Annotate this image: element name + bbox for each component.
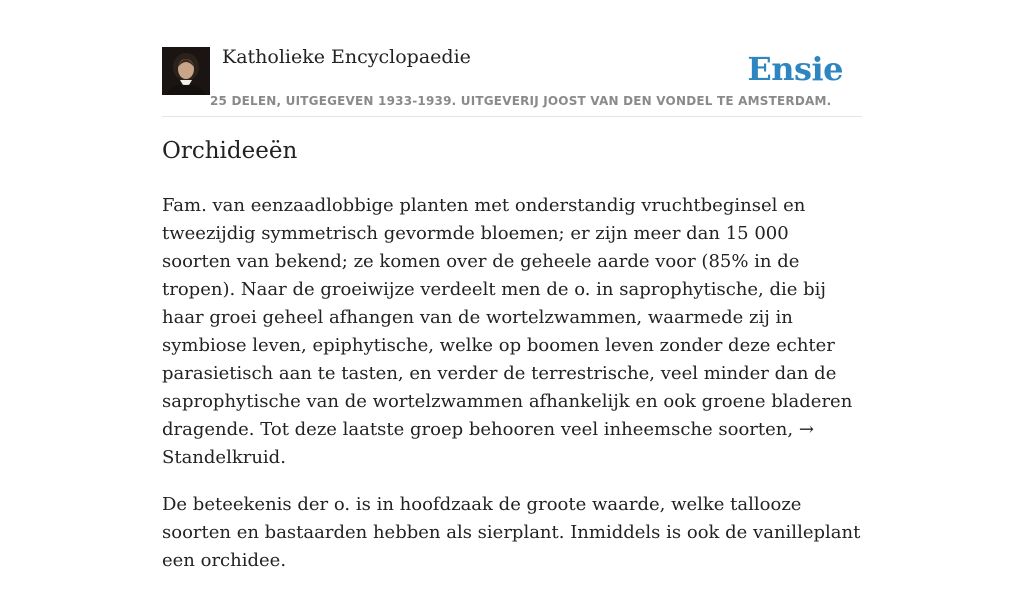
portrait-avatar-icon bbox=[162, 47, 210, 95]
article-paragraph: Fam. van eenzaadlobbige planten met onderstandig vruchtbeginsel en tweezijdig symmetrisch gevormde bloemen; er zijn meer dan 15 000 soorten van bekend; ze komen over de geheele aarde voor (85% in de tropen). Naar de groeiwijze verdeelt men de o. in saprophytische, die bij haar groei geheel afhangen van de wortelzwammen, waarmede zij in symbiose leven, epiphytische, welke op boomen leven zonder deze echter parasietisch aan te tasten, en verder de terrestrische, veel minder dan de saprophytische van de wortelzwammen afhankelijk en ook groene bladeren dragende. Tot deze laatste groep behooren veel inheemsche soorten, → Standelkruid. bbox=[162, 195, 853, 468]
article-body bbox=[162, 192, 862, 594]
source-title[interactable]: Katholieke Encyclopaedie bbox=[222, 46, 471, 68]
article-paragraph: De beteekenis der o. is in hoofdzaak de groote waarde, welke tallooze soorten en bastaarden hebben als sierplant. Inmiddels is ook de vanilleplant een orchidee. bbox=[162, 494, 861, 571]
source-avatar[interactable] bbox=[162, 47, 210, 95]
source-meta: 25 DELEN, UITGEGEVEN 1933-1939. UITGEVERIJ JOOST VAN DEN VONDEL TE AMSTERDAM. bbox=[210, 94, 832, 108]
brand-logo-link[interactable]: Ensie bbox=[747, 50, 843, 88]
source-header bbox=[162, 44, 862, 117]
article-title: Orchideeën bbox=[162, 138, 298, 164]
